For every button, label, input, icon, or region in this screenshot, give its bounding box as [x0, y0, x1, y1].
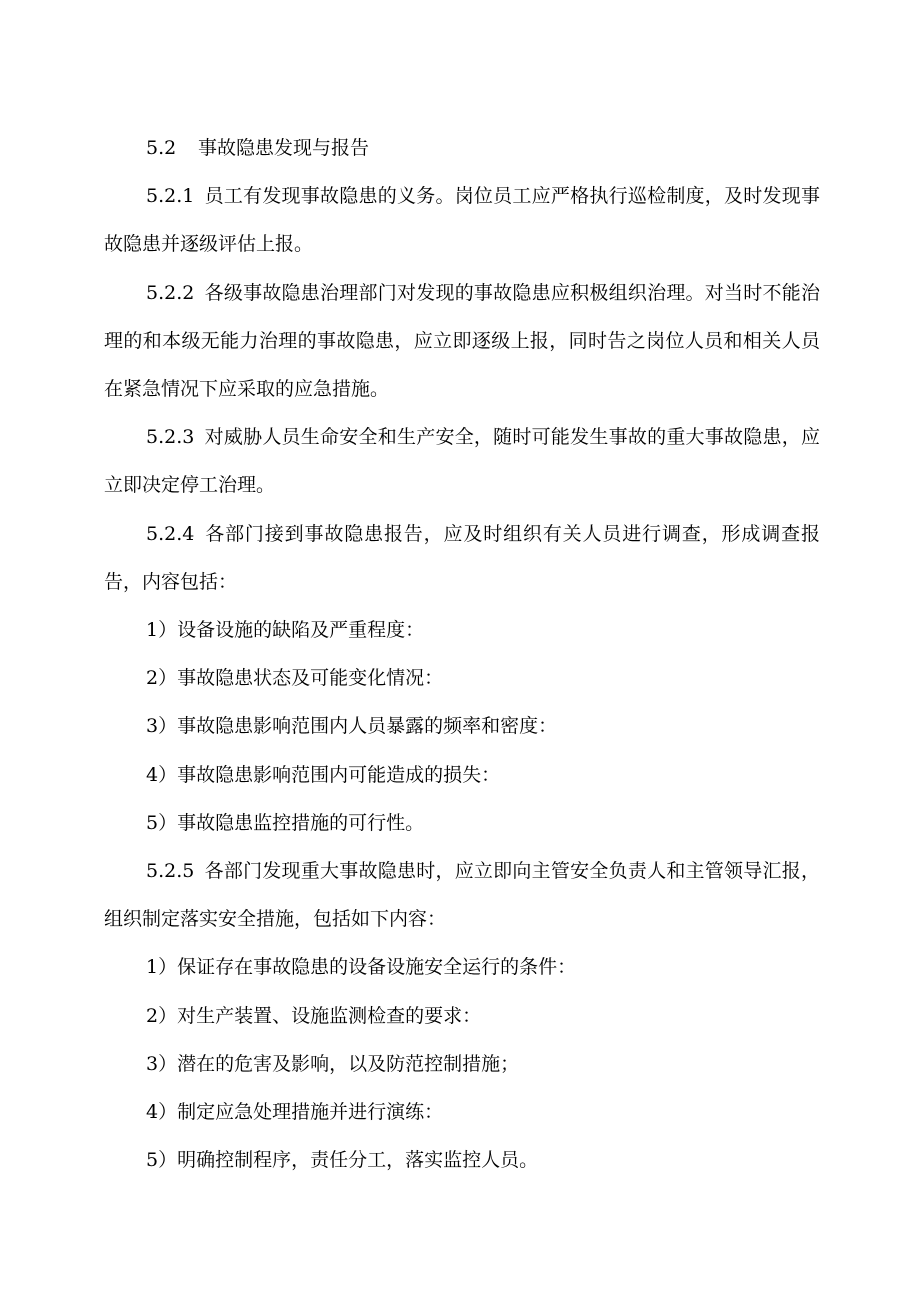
paragraph-number: 5.2.5	[146, 860, 195, 883]
paragraph-number: 5.2.3	[146, 426, 195, 449]
list-item: 4）事故隐患影响范围内可能造成的损失：	[146, 763, 501, 786]
list-item: 5）明确控制程序，责任分工，落实监控人员。	[146, 1149, 539, 1172]
list-item: 2）对生产装置、设施监测检查的要求：	[146, 1004, 482, 1027]
list-item: 3）潜在的危害及影响，以及防范控制措施；	[146, 1052, 520, 1075]
paragraph-number: 5.2.4	[146, 522, 195, 545]
paragraph-number: 5.2.2	[146, 281, 195, 304]
section-heading	[104, 124, 820, 172]
paragraph-5-2-4	[104, 510, 820, 606]
paragraph-text: 员工有发现事故隐患的义务。岗位员工应严格执行巡检制度，及时发现事故隐患并逐级评估上报。	[104, 185, 820, 256]
paragraph-number: 5.2.1	[146, 185, 195, 208]
paragraph-text: 各部门接到事故隐患报告，应及时组织有关人员进行调查，形成调查报告，内容包括：	[104, 522, 820, 593]
paragraph-text: 对威胁人员生命安全和生产安全，随时可能发生事故的重大事故隐患，应立即决定停工治理。	[104, 426, 820, 497]
list-item: 1）保证存在事故隐患的设备设施安全运行的条件：	[146, 956, 577, 979]
paragraph-5-2-5	[104, 847, 820, 943]
list-item: 5）事故隐患监控措施的可行性。	[146, 811, 425, 834]
paragraph-5-2-1	[104, 172, 820, 268]
list-item: 1）设备设施的缺陷及严重程度：	[146, 619, 425, 642]
list-item: 3）事故隐患影响范围内人员暴露的频率和密度：	[146, 715, 558, 738]
list-item: 4）制定应急处理措施并进行演练：	[146, 1101, 444, 1124]
paragraph-5-2-2	[104, 269, 820, 414]
paragraph-5-2-3	[104, 413, 820, 509]
paragraph-text: 各部门发现重大事故隐患时，应立即向主管安全负责人和主管领导汇报，组织制定落实安全措施，包括如下内容：	[104, 860, 820, 931]
section-title: 事故隐患发现与报告	[198, 137, 370, 159]
section-number: 5.2	[146, 137, 177, 159]
document-body	[104, 124, 820, 1184]
list-item: 2）事故隐患状态及可能变化情况：	[146, 667, 444, 690]
paragraph-text: 各级事故隐患治理部门对发现的事故隐患应积极组织治理。对当时不能治理的和本级无能力治理的事故隐患，应立即逐级上报，同时告之岗位人员和相关人员在紧急情况下应采取的应急措施。	[104, 281, 820, 401]
